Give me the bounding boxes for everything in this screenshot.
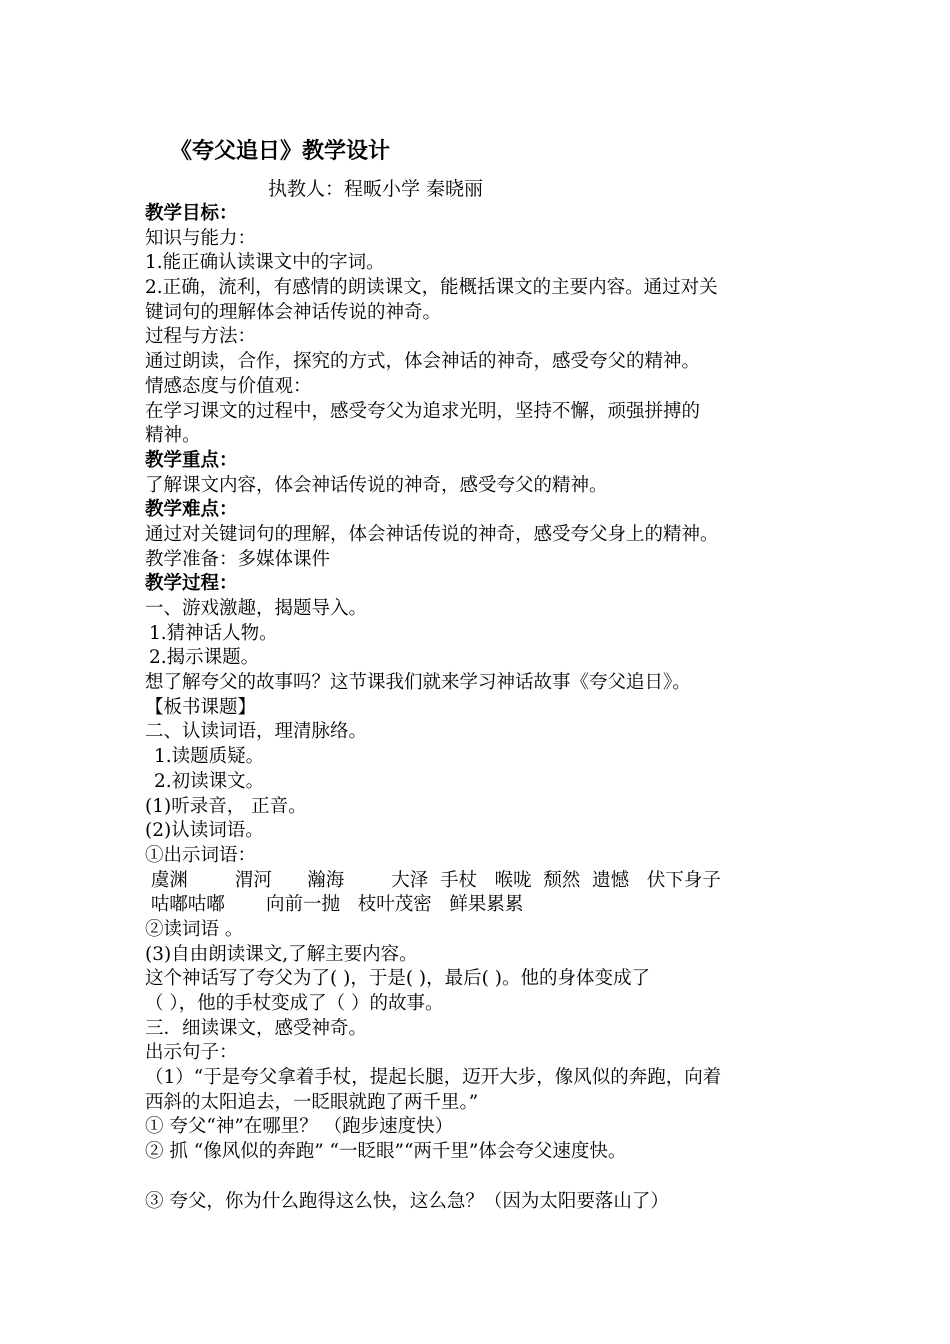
text-line: 1.猜神话人物。 [149,622,278,644]
section-heading: 教学过程： [145,573,238,595]
text-line: 西斜的太阳追去，一眨眼就跑了两千里。” [145,1091,479,1113]
text-line: 出示句子： [145,1042,238,1064]
text-line: 过程与方法： [145,326,257,348]
text-line: 在学习课文的过程中，感受夸父为追求光明，坚持不懈，顽强拼搏的 [145,400,701,422]
section-heading: 教学重点： [145,449,238,471]
text-line: （ ），他的手杖变成了（ ）的故事。 [145,993,444,1014]
author-line: 执教人：程畈小学 秦晓丽 [268,178,484,200]
document-body [145,202,825,1214]
text-line: ①出示词语： [145,844,257,866]
text-line: 咕嘟咕嘟 向前一抛 枝叶茂密 鲜果累累 [145,894,524,916]
text-line: 想了解夸父的故事吗？这节课我们就来学习神话故事《夸父追日》。 [145,672,691,694]
section-heading: 教学难点： [145,499,238,521]
text-line: ②读词语 。 [145,918,244,940]
text-line: 通过对关键词句的理解，体会神话传说的神奇，感受夸父身上的精神。 [145,523,719,545]
text-line: 二、认读词语，理清脉络。 [145,721,368,743]
text-line: 1.能正确认读课文中的字词。 [145,252,385,274]
text-line: ① 夸父“神”在哪里？ （跑步速度快） [145,1116,454,1138]
text-line: 2.正确，流利，有感情的朗读课文，能概括课文的主要内容。通过对关 [145,277,718,299]
text-line: 情感态度与价值观： [145,375,312,397]
text-line: 精神。 [145,425,201,447]
section-heading: 教学目标： [145,203,238,224]
text-line: （1）“于是夸父拿着手杖，提起长腿，迈开大步，像风似的奔跑，向着 [145,1067,722,1089]
text-line: (2)认读词语。 [145,820,264,842]
text-line: 虞渊 渭河 瀚海 大泽 手杖 喉咙 颓然 遗憾 伏下身子 [145,869,721,891]
text-line: (3)自由朗读课文,了解主要内容。 [145,943,418,965]
text-line: 【板书课题】 [145,696,257,718]
text-line: ③ 夸父，你为什么跑得这么快，这么急？（因为太阳要落山了） [145,1190,669,1212]
text-line: 2.初读课文。 [154,770,265,792]
text-line: 知识与能力： [145,227,257,249]
text-line: 1.读题质疑。 [154,746,265,768]
text-line: 一、游戏激趣，揭题导入。 [145,598,368,619]
text-line: 教学准备：多媒体课件 [145,548,331,570]
text-line: ② 抓 “像风似的奔跑” “一眨眼”“两千里”体会夸父速度快。 [145,1141,627,1163]
text-line: 这个神话写了夸父为了( )，于是( )，最后( )。他的身体变成了 [145,968,650,990]
text-line: 键词句的理解体会神话传说的神奇。 [145,301,442,323]
text-line: (1)听录音， 正音。 [145,795,307,817]
text-line: 2.揭示课题。 [149,647,260,669]
text-line: 通过朗读，合作，探究的方式，体会神话的神奇，感受夸父的精神。 [145,351,701,373]
text-line: 三．细读课文，感受神奇。 [145,1017,368,1039]
document-title: 《夸父追日》教学设计 [170,138,391,164]
text-line: 了解课文内容，体会神话传说的神奇，感受夸父的精神。 [145,474,608,496]
blank-line [145,1165,825,1190]
